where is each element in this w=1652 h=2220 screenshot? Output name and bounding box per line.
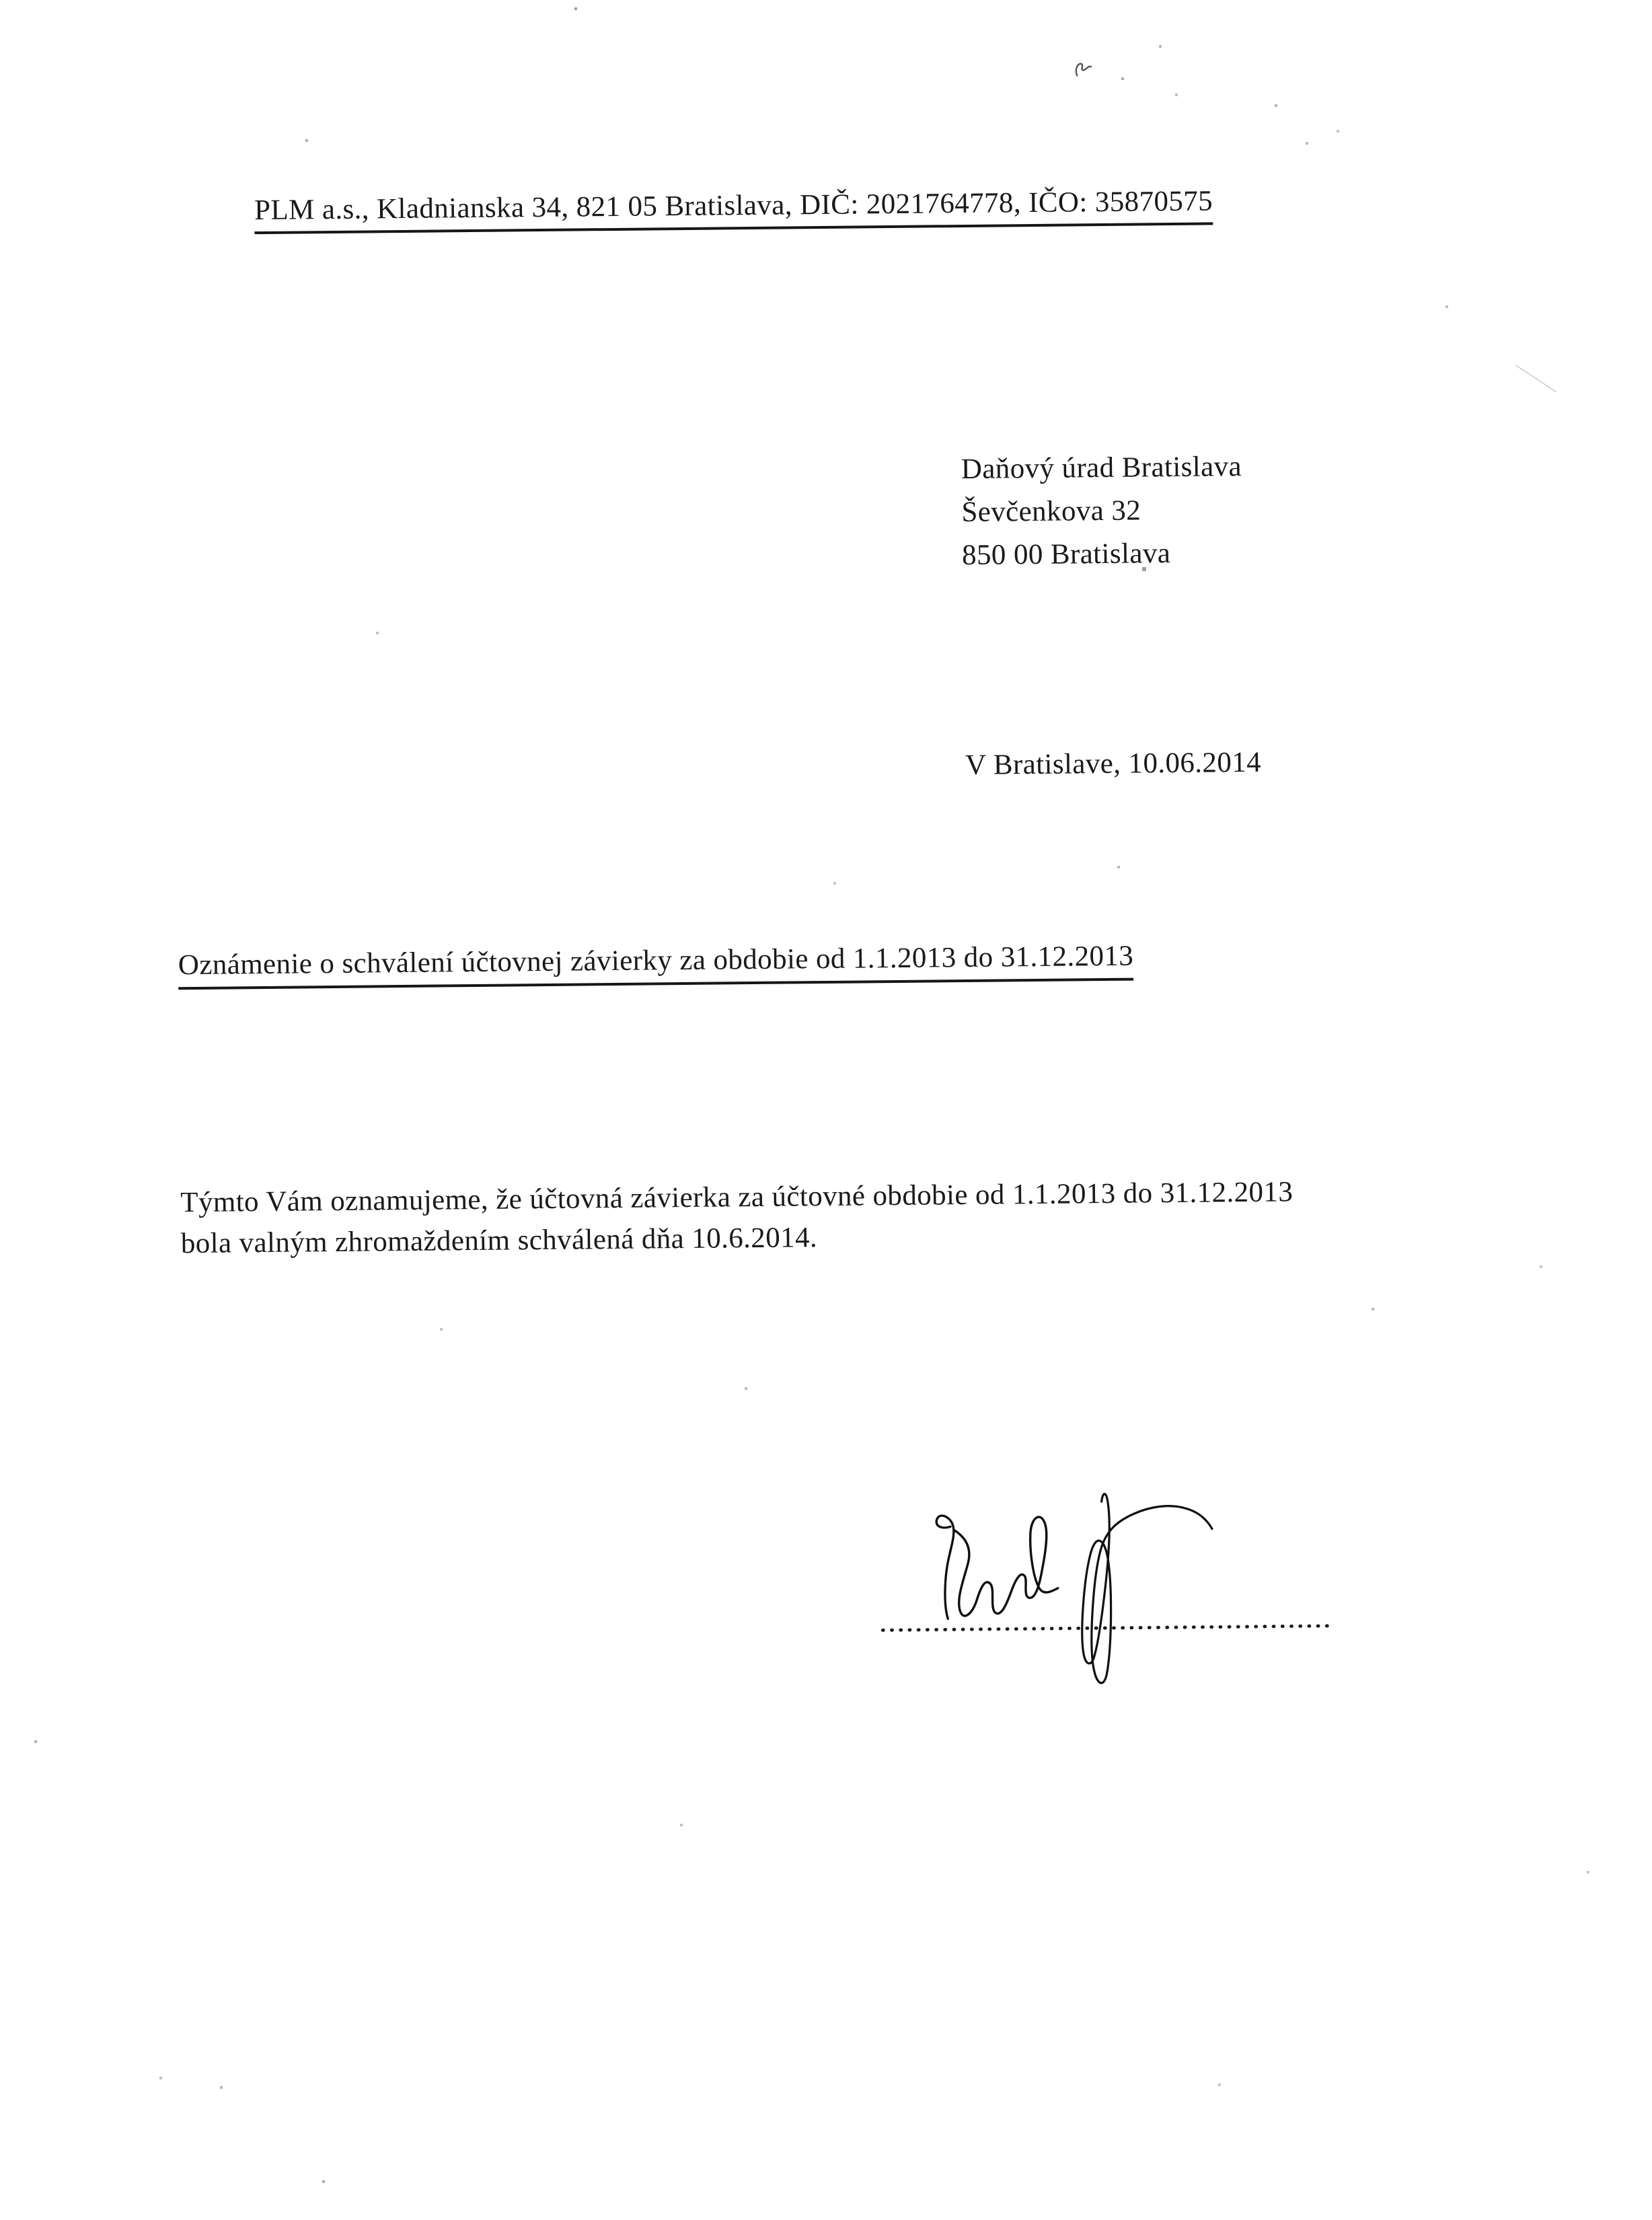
signature-stroke-middle — [954, 1517, 1058, 1616]
recipient-line-2: Ševčenkova 32 — [961, 494, 1141, 529]
sender-header-text: PLM a.s., Kladnianska 34, 821 05 Bratislava, DIČ: 2021764778, IČO: 35870575 — [254, 184, 1213, 234]
scan-noise-speckles — [0, 0, 1, 1]
signature-block — [864, 1487, 1351, 1714]
signature-stroke-flourish — [1081, 1493, 1213, 1683]
subject-text: Oznámenie o schválení účtovnej závierky za obdobie od 1.1.2013 do 31.12.2013 — [178, 940, 1134, 990]
handwritten-signature — [864, 1487, 1351, 1714]
sender-header — [254, 184, 1213, 234]
body-paragraph — [180, 1171, 1293, 1264]
body-line-1: Týmto Vám oznamujeme, že účtovná závierka za účtovné obdobie od 1.1.2013 do 31.12.2013 — [180, 1176, 1293, 1219]
signature-stroke-left — [936, 1516, 954, 1619]
scan-scratch-mark — [1515, 365, 1556, 392]
recipient-line-1: Daňový úrad Bratislava — [961, 451, 1242, 486]
place-date-line: V Bratislave, 10.06.2014 — [965, 746, 1262, 781]
stray-pen-mark — [1072, 58, 1098, 81]
signature-dotted-line — [883, 1626, 1328, 1630]
recipient-address — [961, 445, 1243, 577]
subject-line — [178, 940, 1134, 990]
body-line-2: bola valným zhromaždením schválená dňa 10.6.2014. — [180, 1222, 818, 1260]
recipient-line-3: 850 00 Bratislava — [961, 538, 1171, 572]
